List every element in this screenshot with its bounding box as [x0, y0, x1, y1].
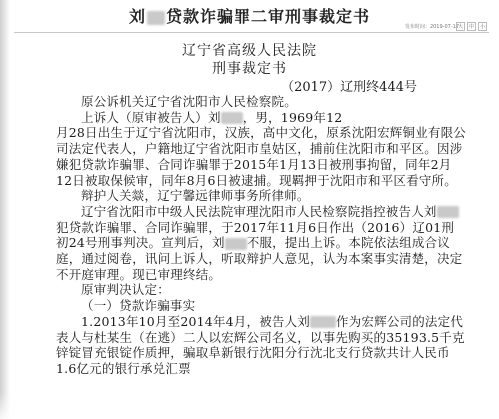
- paragraph-fact-1: 1.2013年10月至2014年4月，被告人刘 作为宏辉公司的法定代表人与杜某生（在逃）二人以宏辉公司名义，以事先购买的35193.5千克锌锭冒充银锭作质押，骗取阜新银行沈阳分行沈北支行贷款共计人民币1.6亿元的银行承兑汇票: [56, 313, 465, 376]
- paragraph-appellant: 上诉人（原审被告人）刘 ，男，1969年12: [81, 109, 343, 125]
- title-suffix: 贷款诈骗罪二审刑事裁定书: [166, 7, 371, 26]
- paragraph-procedure: 辽宁省沈阳市中级人民法院审理沈阳市人民检察院指控被告人刘犯贷款诈骗罪、合同诈骗罪，于2017年11月6日作出（2016）辽01刑初24号刑事判决。宣判后，刘 不服，提出上诉。本院依法组成合议庭，通过阅卷，讯问上诉人，听取辩护人意见，认为本案事实清楚，决定不开庭审理。现已审理终结。: [56, 203, 463, 282]
- paragraph-defender: 辩护人关燚，辽宁馨远律师事务所律师。: [81, 188, 310, 204]
- bottom-fade: [0, 393, 499, 419]
- font-mid-button[interactable]: 中: [468, 24, 474, 30]
- paragraph-section-heading: （一）贷款诈骗事实: [81, 298, 196, 314]
- publish-date: 发布时间：2019-07-17: [404, 24, 459, 30]
- document-type: 刑事裁定书: [212, 61, 287, 77]
- redacted-name: [147, 11, 165, 25]
- paragraph-findings-heading: 原审判决认定：: [81, 282, 170, 298]
- font-big-button[interactable]: 大: [457, 24, 463, 30]
- document-body: [56, 94, 466, 377]
- paragraph-prosecutor: 原公诉机关辽宁省沈阳市人民检察院。: [81, 94, 297, 109]
- font-size-controls: [456, 22, 487, 31]
- case-number: （2017）辽刑终444号: [281, 80, 417, 95]
- redacted-name: [221, 112, 243, 124]
- redacted-name: [310, 316, 336, 328]
- redacted-name: [437, 206, 459, 218]
- header-divider: [14, 32, 489, 33]
- court-name: 辽宁省高级人民法院: [182, 43, 317, 59]
- font-small-button[interactable]: 小: [479, 24, 485, 30]
- redacted-name: [225, 238, 247, 250]
- title-prefix: 刘: [128, 7, 146, 26]
- paragraph-appellant-details: 月28日出生于辽宁省沈阳市，汉族，高中文化，原系沈阳宏辉铜业有限公司法定代表人，户籍地辽宁省沈阳市皇姑区，捕前住沈阳市和平区。因涉嫌犯贷款诈骗罪、合同诈骗罪于2015年1月13日被刑事拘留，同年2月12日被取保候审，同年8月6日被逮捕。现羁押于沈阳市和平区看守所。: [56, 125, 467, 188]
